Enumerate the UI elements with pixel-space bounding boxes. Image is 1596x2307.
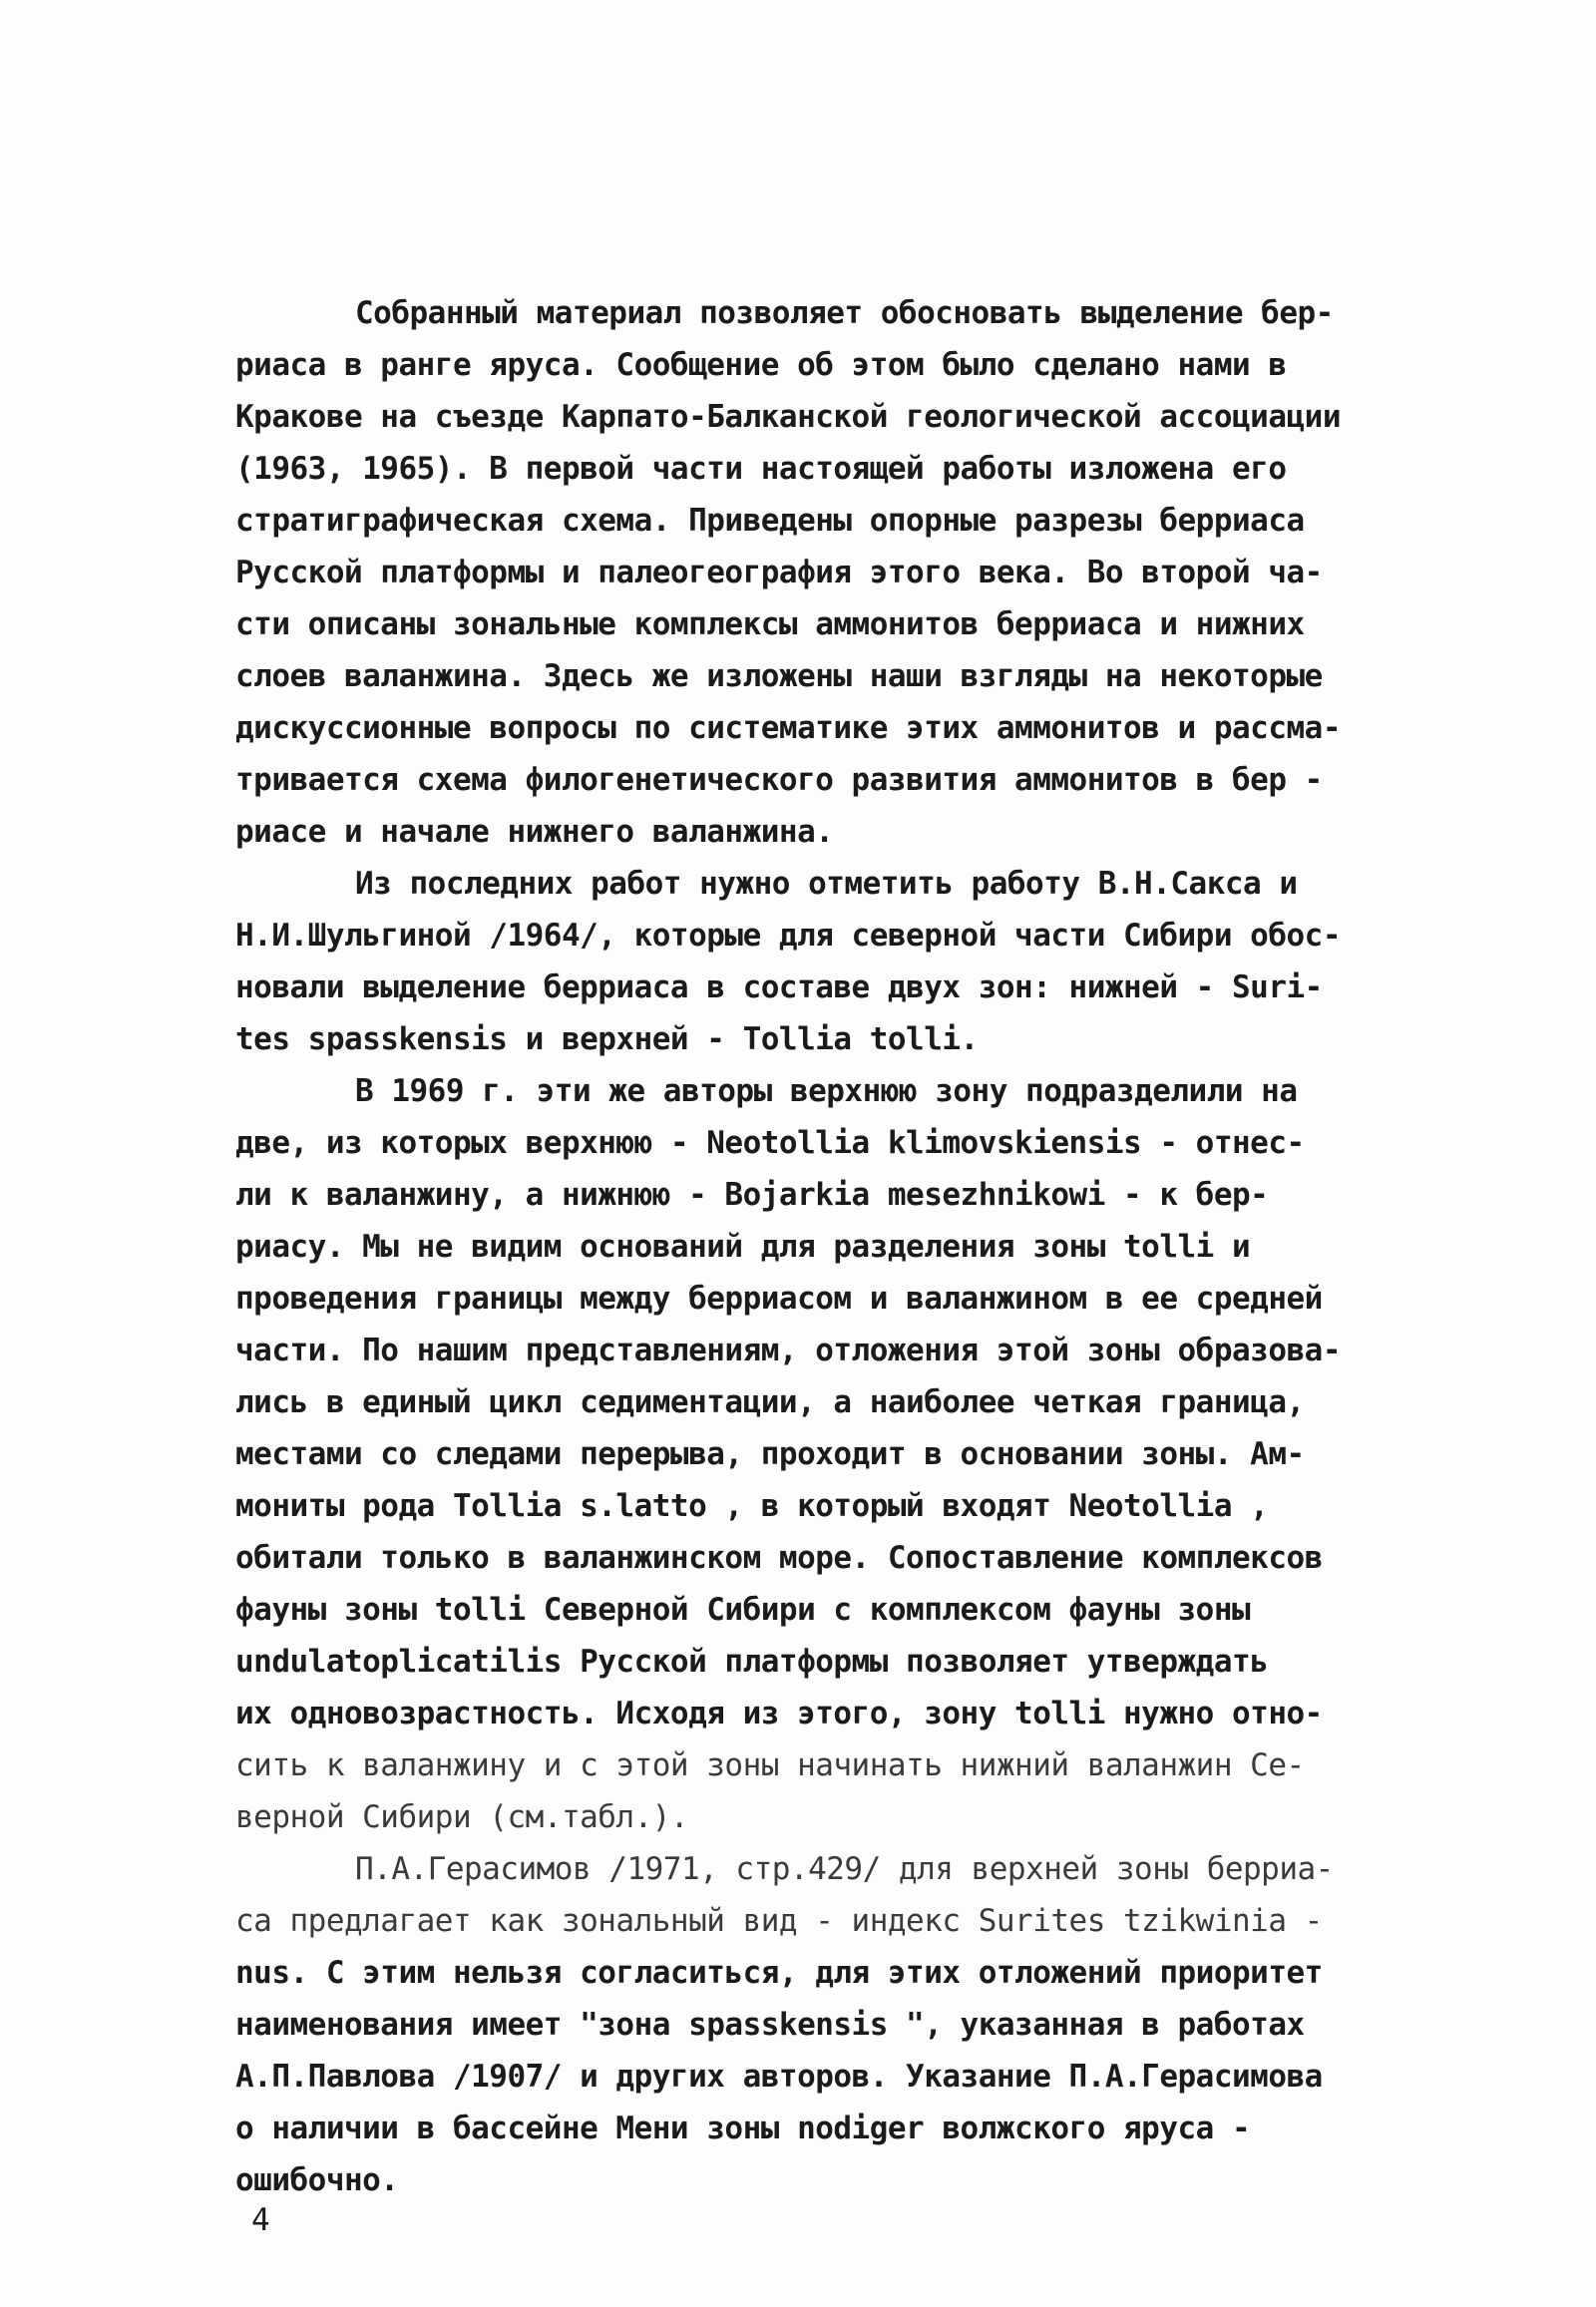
text-line: проведения границы между берриасом и валанжином в ее средней (235, 1281, 1323, 1317)
text-line: (1963, 1965). В первой части настоящей работы изложена его (235, 451, 1287, 487)
text-line: Н.И.Шульгиной /1964/, которые для северной части Сибири обос- (235, 918, 1341, 954)
text-line: слоев валанжина. Здесь же изложены наши взгляды на некоторые (235, 658, 1323, 694)
text-line: nus. С этим нельзя согласиться, для этих отложений приоритет (235, 1955, 1323, 1991)
text-line: undulatoplicatilis Русской платформы позволяет утверждать (235, 1644, 1269, 1680)
text-line: Из последних работ нужно отметить работу В.Н.Сакса и (355, 866, 1298, 902)
page-number: 4 (251, 2202, 270, 2238)
text-line: дискуссионные вопросы по систематике этих аммонитов и рассма- (235, 710, 1341, 746)
text-line: лись в единый цикл седиментации, а наиболее четкая граница, (235, 1384, 1305, 1420)
text-line: Кракове на съезде Карпато-Балканской геологической ассоциации (235, 399, 1341, 435)
text-line: Собранный материал позволяет обосновать выделение бер- (355, 295, 1334, 331)
text-line: стратиграфическая схема. Приведены опорные разрезы берриаса (235, 503, 1305, 539)
text-line: риасу. Мы не видим оснований для разделения зоны tolli и (235, 1229, 1251, 1265)
text-line: обитали только в валанжинском море. Сопоставление комплексов (235, 1540, 1323, 1576)
text-line: ошибочно. (235, 2162, 399, 2198)
text-line: местами со следами перерыва, проходит в основании зоны. Ам- (235, 1436, 1305, 1472)
text-line: са предлагает как зональный вид - индекс Surites tzikwinia - (235, 1903, 1323, 1939)
text-line: новали выделение берриаса в составе двух зон: нижней - Suri- (235, 969, 1323, 1005)
text-line: П.А.Герасимов /1971, стр.429/ для верхней зоны берриа- (355, 1851, 1334, 1887)
text-line: фауны зоны tolli Северной Сибири с комплексом фауны зоны (235, 1592, 1251, 1628)
text-line: о наличии в бассейне Мени зоны nodiger волжского яруса - (235, 2111, 1251, 2146)
text-line: риаса в ранге яруса. Сообщение об этом было сделано нами в (235, 347, 1287, 383)
text-line: мониты рода Tollia s.latto , в который входят Neotollia , (235, 1488, 1269, 1524)
body-text (235, 287, 1502, 2206)
text-line: их одновозрастность. Исходя из этого, зону tolli нужно отно- (235, 1696, 1323, 1731)
text-line: верной Сибири (см.табл.). (235, 1799, 689, 1835)
text-line: тривается схема филогенетического развития аммонитов в бер - (235, 762, 1323, 798)
text-line: наименования имеет "зона spasskensis ", указанная в работах (235, 2007, 1305, 2043)
text-line: части. По нашим представлениям, отложения этой зоны образова- (235, 1333, 1341, 1368)
text-line: ли к валанжину, а нижнюю - Bojarkia mesezhnikowi - к бер- (235, 1177, 1269, 1213)
text-line: две, из которых верхнюю - Neotollia klimovskiensis - отнес- (235, 1125, 1305, 1161)
text-line: сить к валанжину и с этой зоны начинать нижний валанжин Се- (235, 1747, 1305, 1783)
text-line: Русской платформы и палеогеография этого века. Во второй ча- (235, 555, 1323, 590)
text-line: А.П.Павлова /1907/ и других авторов. Указание П.А.Герасимова (235, 2059, 1323, 2095)
text-line: сти описаны зональные комплексы аммонитов берриаса и нижних (235, 606, 1305, 642)
text-line: В 1969 г. эти же авторы верхнюю зону подразделили на (355, 1073, 1298, 1109)
text-line: риасе и начале нижнего валанжина. (235, 814, 834, 850)
text-line: tes spasskensis и верхней - Tollia tolli. (235, 1021, 979, 1057)
